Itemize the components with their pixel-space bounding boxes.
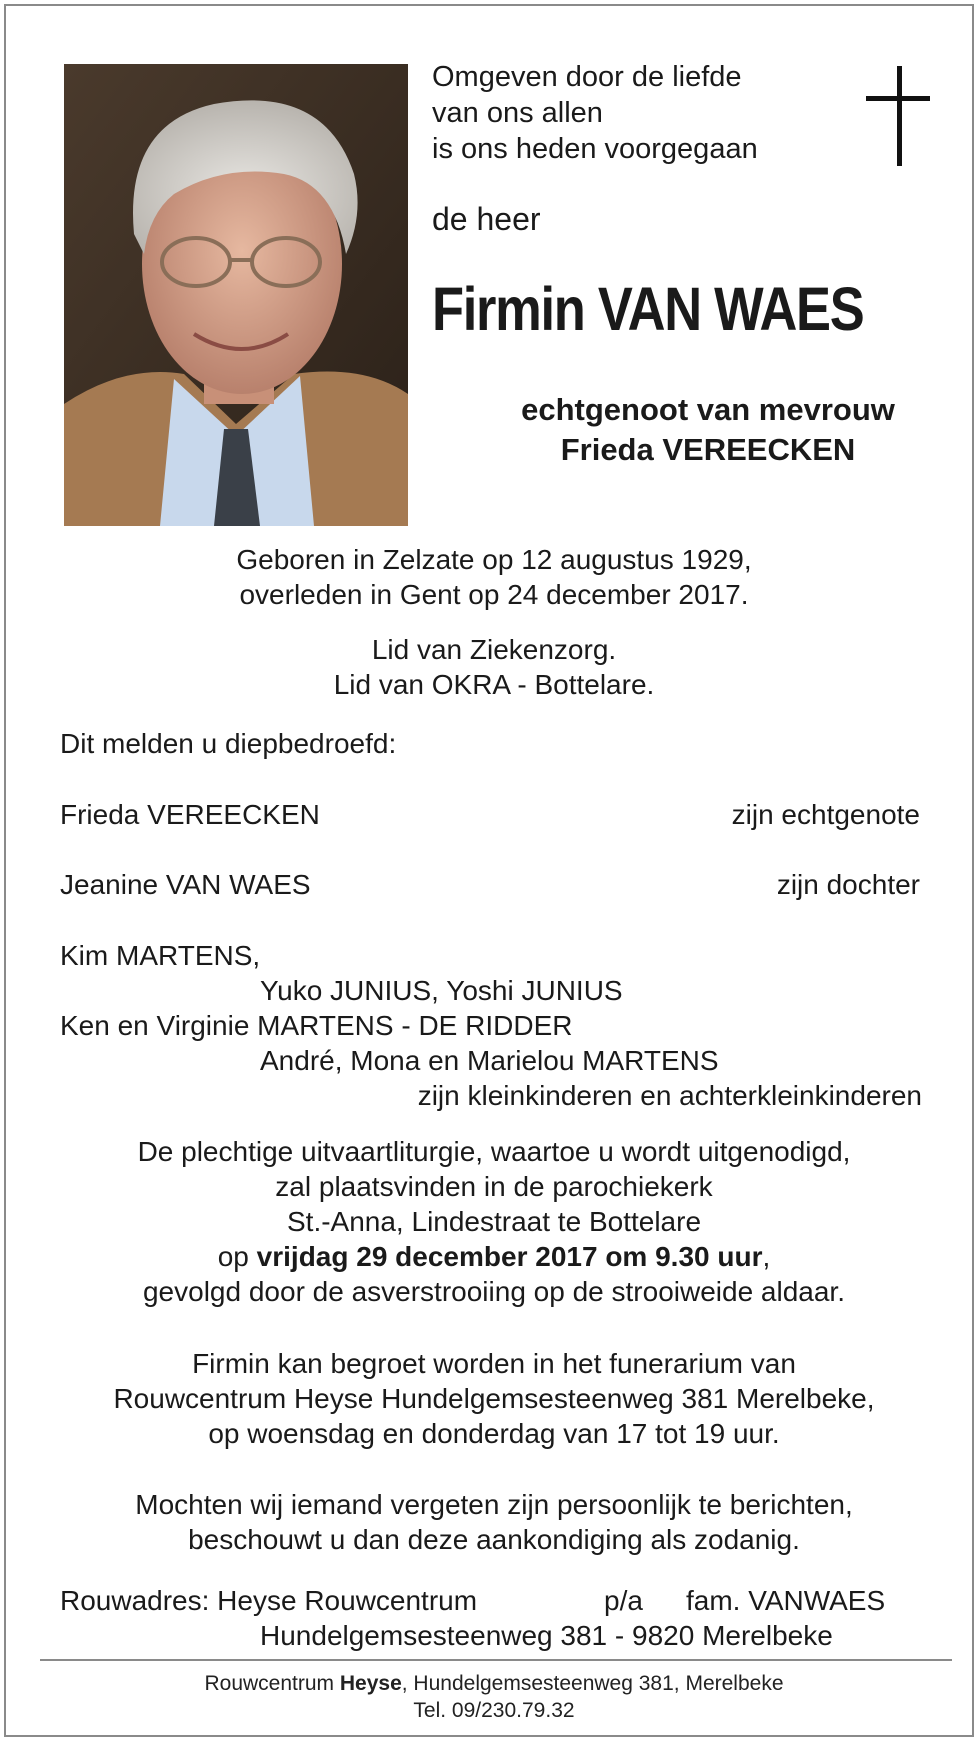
- intro-line: van ons allen: [432, 97, 603, 129]
- notice-block: [44, 1487, 944, 1557]
- grandchild-line: Yuko JUNIUS, Yoshi JUNIUS: [260, 975, 623, 1006]
- footer-phone: Tel. 09/230.79.32: [413, 1699, 575, 1722]
- funeral-line: gevolgd door de asverstrooiing op de strooiweide aldaar.: [142, 1276, 845, 1307]
- deceased-name: Firmin VAN WAES: [432, 275, 864, 343]
- birth-death-block: [44, 542, 944, 612]
- spouse-line: echtgenoot van mevrouw: [521, 392, 895, 427]
- notice-line: beschouwt u dan deze aankondiging als zodanig.: [188, 1524, 800, 1555]
- grandchild-relation: zijn kleinkinderen en achterkleinkinderen: [417, 1080, 922, 1111]
- membership-line: Lid van Ziekenzorg.: [371, 634, 617, 665]
- family-relation: zijn dochter: [776, 869, 920, 900]
- visitation-block: [44, 1346, 944, 1451]
- grandchild-line: Kim MARTENS,: [60, 940, 261, 971]
- visitation-line: Firmin kan begroet worden in het funerarium van: [192, 1348, 796, 1379]
- address-label: Rouwadres: Heyse Rouwcentrum: [60, 1585, 478, 1616]
- funeral-line: zal plaatsvinden in de parochiekerk: [275, 1171, 713, 1202]
- divider: [40, 1659, 952, 1661]
- funeral-line: St.-Anna, Lindestraat te Bottelare: [286, 1206, 702, 1237]
- intro-line: Omgeven door de liefde: [432, 61, 742, 93]
- honorific: de heer: [432, 201, 541, 237]
- funeral-date-suffix: ,: [762, 1241, 771, 1272]
- membership-line: Lid van OKRA - Bottelare.: [333, 669, 655, 700]
- footer-address: , Hundelgemsesteenweg 381, Merelbeke: [401, 1672, 784, 1695]
- intro-text: [432, 59, 758, 167]
- funeral-line: De plechtige uitvaartliturgie, waartoe u wordt uitgenodigd,: [137, 1136, 851, 1167]
- address-family: fam. VANWAES: [686, 1585, 886, 1616]
- family-name: Jeanine VAN WAES: [60, 869, 311, 900]
- funeral-block: [44, 1134, 944, 1309]
- footer-brand: Heyse: [339, 1672, 402, 1695]
- grandchild-line: André, Mona en Marielou MARTENS: [260, 1045, 719, 1076]
- family-name: Frieda VEREECKEN: [60, 799, 320, 830]
- address-pa: p/a: [604, 1585, 643, 1616]
- grandchild-line: Ken en Virginie MARTENS - DE RIDDER: [60, 1010, 573, 1041]
- membership-block: [44, 632, 944, 702]
- spouse-name: Frieda VEREECKEN: [560, 432, 856, 467]
- birth-line: Geboren in Zelzate op 12 augustus 1929,: [236, 544, 752, 575]
- visitation-line: Rouwcentrum Heyse Hundelgemsesteenweg 381 Merelbeke,: [113, 1383, 875, 1414]
- footer-line: [44, 1670, 944, 1697]
- obituary-card: [4, 4, 974, 1737]
- funeral-date: vrijdag 29 december 2017 om 9.30 uur: [256, 1241, 763, 1272]
- portrait-photo: [64, 64, 408, 526]
- cross-icon: [866, 66, 938, 166]
- spouse-block: [438, 390, 978, 470]
- footer-prefix: Rouwcentrum: [204, 1672, 340, 1695]
- announcement: Dit melden u diepbedroefd:: [60, 728, 397, 759]
- intro-line: is ons heden voorgegaan: [432, 133, 758, 165]
- footer: [44, 1670, 944, 1724]
- funeral-date-line: [44, 1239, 944, 1274]
- death-line: overleden in Gent op 24 december 2017.: [239, 579, 749, 610]
- family-relation: zijn echtgenote: [731, 799, 920, 830]
- address-street: Hundelgemsesteenweg 381 - 9820 Merelbeke: [260, 1620, 833, 1651]
- notice-line: Mochten wij iemand vergeten zijn persoonlijk te berichten,: [135, 1489, 853, 1520]
- visitation-line: op woensdag en donderdag van 17 tot 19 uur.: [208, 1418, 780, 1449]
- funeral-date-prefix: op: [217, 1241, 257, 1272]
